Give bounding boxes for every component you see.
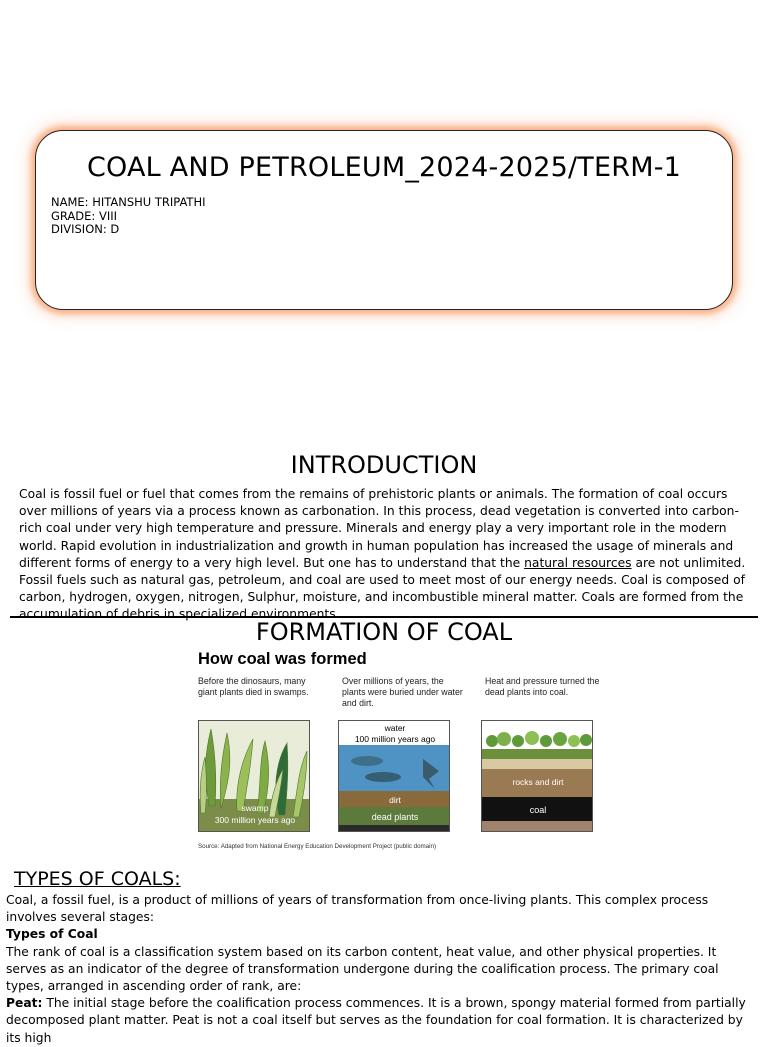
swamp-label: swamp [241,803,269,813]
caption-3: Heat and pressure turned the dead plants into coal. [485,676,600,697]
coal-formation-figure [196,648,616,858]
rocks-dirt-label: rocks and dirt [512,777,564,787]
coal-illustration [482,721,593,832]
dirt-label: dirt [389,795,401,805]
peat-label: Peat: [6,996,43,1011]
rank-paragraph: The rank of coal is a classification system based on its carbon content, heat value, and other physical properties. It serves as an indicator of the degree of transformation undergone during the coalification process. The primary coal types, arranged in ascending order of rank, are: [6,944,719,994]
student-grade: GRADE: VIII [51,208,117,223]
document-title: COAL AND PETROLEUM_2024-2025/TERM-1 [86,152,682,183]
introduction-paragraph [19,486,754,624]
buried-age-label: 100 million years ago [354,734,436,744]
buried-illustration [339,721,450,832]
caption-2: Over millions of years, the plants were buried under water and dirt. [342,676,463,708]
peat-paragraph [6,995,746,1047]
coal-panel [481,720,593,832]
intro-text-part1: Coal is fossil fuel or fuel that comes from the remains of prehistoric plants or animals. The formation of coal occurs over millions of years via a process known as carbonation. In this process, dead vegetation is converted into carbon-rich coal under very high temperature and pressure. Minerals and energy play a very important role in the modern world. Rapid evolution in industrialization and growth in human population has increased the usage of minerals and different forms of energy to a very high level. But one has to understand that the [19,487,739,570]
formation-heading: FORMATION OF COAL [255,618,513,646]
title-card [35,130,733,310]
introduction-heading: INTRODUCTION [290,451,478,479]
swamp-panel [198,720,310,832]
figure-source: Source: Adapted from National Energy Education Development Project (public domain) [198,843,437,850]
types-intro: Coal, a fossil fuel, is a product of millions of years of transformation from once-living plants. This complex process involves several stages: [6,893,709,925]
swamp-age-label: 300 million years ago [214,815,296,825]
dead-plants-label: dead plants [371,812,419,822]
intro-text-part2: are not unlimited. Fossil fuels such as natural gas, petroleum, and coal are used to meet most of our energy needs. Coal is composed of carbon, hydrogen, oxygen, nitrogen, Sulphur, moisture, and incombustible mineral matter. Coals are formed from the accumulation of debris in specialized environments. [19,555,746,622]
types-heading: TYPES OF COALS: [14,868,181,890]
student-name: NAME: HITANSHU TRIPATHI [51,195,206,209]
peat-text: The initial stage before the coalification process commences. It is a brown, spongy material formed from partially decomposed plant matter. Peat is not a coal itself but serves as the foundation for coal formation. It is characterized by its high [6,996,746,1045]
caption-1: Before the dinosaurs, many giant plants died in swamps. [198,676,309,697]
buried-panel [338,720,450,832]
student-division: DIVISION: D [51,222,120,236]
types-subheading: Types of Coal [6,927,98,942]
student-info [51,196,206,237]
coal-label: coal [529,805,547,815]
swamp-illustration [199,721,310,832]
water-label: water [384,723,406,733]
figure-title: How coal was formed [198,650,367,668]
natural-resources-link[interactable]: natural resources [524,555,632,570]
